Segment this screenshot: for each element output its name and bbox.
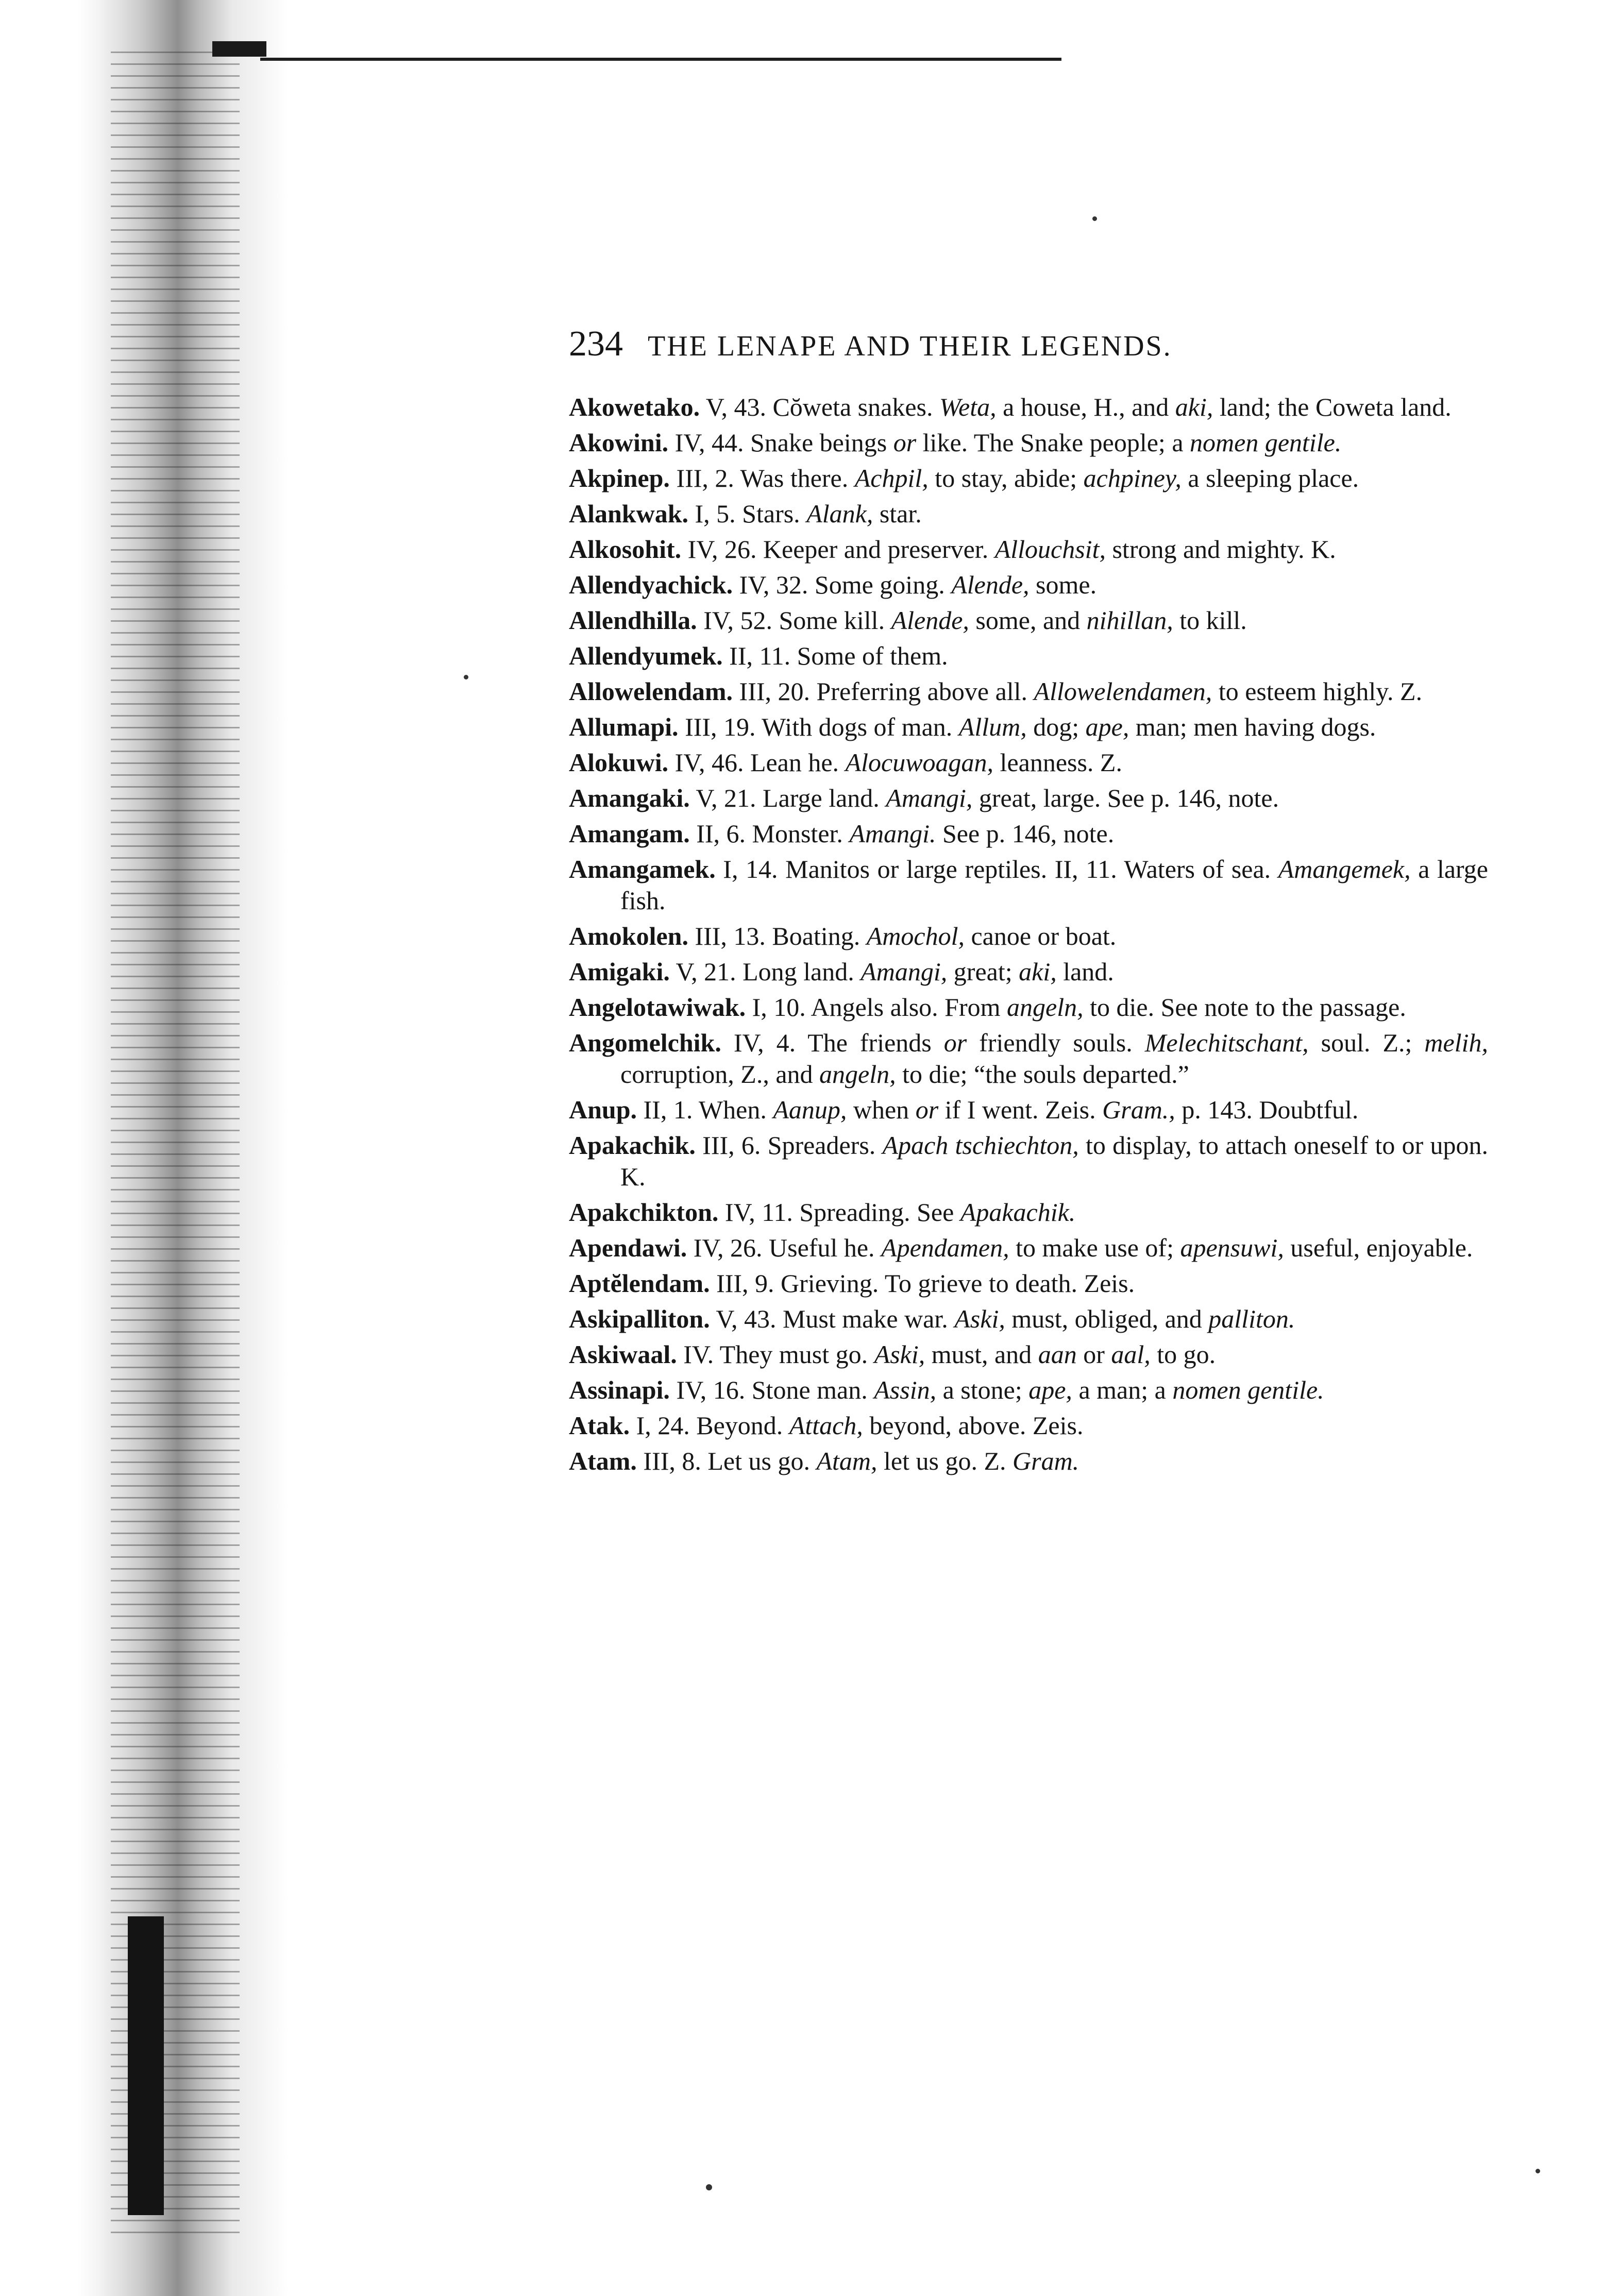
entry-text: IV, 46. Lean he. [668,748,846,777]
entry-text: IV, 26. Keeper and preserver. [681,535,995,564]
entry-text: IV, 11. Spreading. See [718,1198,960,1227]
entry-text: V, 21. Long land. [669,957,861,986]
entry-italic-text: nomen gentile. [1172,1375,1324,1404]
entry-headword: Assinapi. [569,1375,670,1404]
spine-dark-mark-top [212,41,266,57]
entry-text: must, and [925,1340,1038,1369]
entry-text: let us go. Z. [877,1447,1013,1475]
top-rule-line [260,58,1061,61]
entry-text: to kill. [1173,606,1247,635]
entry-italic-text: Gram., [1102,1095,1175,1124]
glossary-entry [569,534,1488,565]
entry-headword: Akowetako. [569,393,700,421]
entry-headword: Angomelchik. [569,1028,721,1057]
entry-text: III, 13. Boating. [688,922,867,950]
entry-text: leanness. Z. [993,748,1122,777]
entry-text: dog; [1026,712,1086,741]
entry-italic-text: Gram. [1013,1447,1079,1475]
glossary-entry [569,1094,1488,1126]
entry-text: to go. [1150,1340,1216,1369]
entry-italic-text: Attach, [789,1411,863,1440]
entry-italic-text: or [915,1095,939,1124]
entry-text: I, 14. Manitos or large reptiles. II, 11. Waters of sea. [715,855,1278,883]
entry-italic-text: Weta, [939,393,997,421]
entry-text: II, 6. Monster. [689,819,850,848]
entry-text: useful, enjoyable. [1284,1233,1473,1262]
entry-text: to esteem highly. Z. [1212,677,1423,706]
entry-text: beyond, above. Zeis. [863,1411,1084,1440]
entry-text: IV, 52. Some kill. [697,606,891,635]
entry-text: See p. 146, note. [936,819,1115,848]
glossary-entry [569,1303,1488,1335]
entry-text: canoe or boat. [964,922,1117,950]
entry-italic-text: Allouchsit, [994,535,1106,564]
glossary-entry [569,783,1488,814]
entry-italic-text: Achpil, [854,464,929,492]
entry-text: III, 19. With dogs of man. [678,712,959,741]
glossary-entries [569,392,1488,1481]
entry-text: star. [873,499,922,528]
entry-headword: Amangam. [569,819,690,848]
glossary-entry [569,711,1488,743]
entry-headword: Amigaki. [569,957,670,986]
entry-headword: Atak. [569,1411,630,1440]
entry-text: p. 143. Doubtful. [1175,1095,1359,1124]
entry-italic-text: Amochol, [866,922,965,950]
entry-text: must, obliged, and [1005,1304,1209,1333]
entry-text: to die. See note to the passage. [1083,993,1406,1022]
scan-speck [1535,2169,1540,2173]
entry-text: when [847,1095,916,1124]
glossary-entry [569,463,1488,494]
entry-text: IV, 16. Stone man. [669,1375,874,1404]
entry-headword: Anup. [569,1095,637,1124]
glossary-entry [569,747,1488,778]
entry-italic-text: Amangi, [886,784,973,812]
spine-dark-mark-bottom [128,1916,164,2215]
glossary-entry [569,498,1488,530]
entry-text: to display, to attach oneself to or upon. K. [620,1131,1488,1191]
scan-speck [464,675,468,679]
entry-text: a house, H., and [996,393,1175,421]
entry-italic-text: Alende, [891,606,969,635]
entry-text: a sleeping place. [1181,464,1359,492]
entry-headword: Akpinep. [569,464,670,492]
glossary-entry [569,1374,1488,1406]
glossary-entry [569,956,1488,988]
entry-italic-text: Alank, [806,499,873,528]
entry-italic-text: apensuwi, [1180,1233,1284,1262]
entry-text: V, 21. Large land. [689,784,886,812]
entry-italic-text: or [943,1028,967,1057]
entry-headword: Allendyachick. [569,570,733,599]
entry-headword: Allowelendam. [569,677,733,706]
entry-italic-text: angeln, [1007,993,1084,1022]
entry-italic-text: angeln, [819,1060,896,1089]
entry-text: corruption, Z., and [620,1060,820,1089]
entry-italic-text: Amangi, [860,957,948,986]
entry-text: IV, 44. Snake beings [668,428,893,457]
entry-italic-text: aki, [1019,957,1057,986]
entry-text: to make use of; [1009,1233,1180,1262]
entry-headword: Apendawi. [569,1233,687,1262]
entry-headword: Amokolen. [569,922,688,950]
entry-text: III, 9. Grieving. To grieve to death. Zeis. [710,1269,1135,1298]
entry-text: land; the Coweta land. [1213,393,1452,421]
entry-headword: Apakachik. [569,1131,696,1160]
entry-italic-text: Amangemek, [1278,855,1411,883]
entry-text: a man; a [1072,1375,1173,1404]
page-header [569,324,1486,364]
entry-text: some. [1029,570,1097,599]
glossary-entry [569,818,1488,849]
page-number: 234 [569,324,623,364]
entry-text: to die; “the souls departed.” [896,1060,1189,1089]
entry-italic-text: aan [1038,1340,1077,1369]
entry-text: IV, 4. The friends [721,1028,944,1057]
entry-headword: Alankwak. [569,499,689,528]
entry-text: a stone; [936,1375,1029,1404]
entry-text: or [1076,1340,1111,1369]
entry-italic-text: Apach tschiechton, [882,1131,1079,1160]
entry-headword: Amangaki. [569,784,690,812]
entry-headword: Aptĕlendam. [569,1269,710,1298]
glossary-entry [569,569,1488,601]
entry-text: IV. They must go. [677,1340,874,1369]
entry-headword: Askiwaal. [569,1340,677,1369]
glossary-entry [569,1027,1488,1090]
entry-headword: Apakchikton. [569,1198,719,1227]
glossary-entry [569,1197,1488,1228]
entry-text: III, 6. Spreaders. [695,1131,883,1160]
entry-text: man; men having dogs. [1129,712,1376,741]
glossary-entry [569,392,1488,423]
entry-text: soul. Z.; [1308,1028,1425,1057]
entry-italic-text: Apendamen, [881,1233,1009,1262]
entry-text: friendly souls. [967,1028,1145,1057]
scan-speck [1092,216,1097,221]
entry-headword: Alokuwi. [569,748,669,777]
glossary-entry [569,992,1488,1023]
glossary-entry [569,640,1488,672]
entry-italic-text: Aski, [874,1340,925,1369]
entry-italic-text: Allowelendamen, [1034,677,1212,706]
entry-text: V, 43. Cŏweta snakes. [700,393,939,421]
running-title: THE LENAPE AND THEIR LEGENDS. [648,330,1172,362]
entry-italic-text: nihillan, [1086,606,1173,635]
entry-headword: Angelotawiwak. [569,993,746,1022]
entry-italic-text: ape, [1028,1375,1072,1404]
glossary-entry [569,854,1488,916]
entry-text: II, 1. When. [637,1095,773,1124]
entry-text: strong and mighty. K. [1105,535,1336,564]
glossary-entry [569,1268,1488,1299]
entry-text: to stay, abide; [928,464,1084,492]
glossary-entry [569,1445,1488,1477]
entry-italic-text: melih, [1424,1028,1488,1057]
glossary-entry [569,605,1488,636]
entry-text: land. [1056,957,1114,986]
entry-italic-text: or [893,428,917,457]
entry-text: IV, 26. Useful he. [687,1233,882,1262]
glossary-entry [569,1339,1488,1370]
entry-italic-text: palliton. [1208,1304,1295,1333]
entry-italic-text: Aanup, [773,1095,847,1124]
entry-italic-text: Apakachik. [960,1198,1076,1227]
glossary-entry [569,676,1488,707]
entry-headword: Atam. [569,1447,637,1475]
glossary-entry [569,427,1488,458]
entry-text: if I went. Zeis. [938,1095,1103,1124]
entry-italic-text: ape, [1085,712,1129,741]
glossary-entry [569,1232,1488,1264]
entry-italic-text: Amangi. [849,819,936,848]
glossary-entry [569,921,1488,952]
entry-italic-text: Alende, [951,570,1030,599]
entry-italic-text: aki, [1175,393,1213,421]
entry-text: a large fish. [620,855,1488,915]
entry-text: II, 11. Some of them. [722,641,948,670]
entry-text: some, and [969,606,1087,635]
entry-text: I, 5. Stars. [688,499,807,528]
glossary-entry [569,1410,1488,1441]
entry-headword: Allendhilla. [569,606,697,635]
entry-text: I, 24. Beyond. [630,1411,789,1440]
entry-italic-text: Alocuwoagan, [845,748,994,777]
entry-italic-text: Atam, [816,1447,878,1475]
glossary-entry [569,1130,1488,1193]
entry-italic-text: aal, [1111,1340,1151,1369]
entry-text: V, 43. Must make war. [710,1304,955,1333]
entry-italic-text: Allum, [958,712,1027,741]
entry-text: I, 10. Angels also. From [746,993,1007,1022]
entry-headword: Askipalliton. [569,1304,710,1333]
entry-text: great; [947,957,1019,986]
entry-headword: Akowini. [569,428,669,457]
entry-italic-text: achpiney, [1083,464,1182,492]
entry-text: IV, 32. Some going. [733,570,952,599]
entry-italic-text: nomen gentile. [1190,428,1342,457]
entry-italic-text: Melechitschant, [1144,1028,1309,1057]
entry-text: III, 2. Was there. [669,464,855,492]
entry-headword: Allendyumek. [569,641,723,670]
entry-text: III, 20. Preferring above all. [733,677,1034,706]
entry-headword: Allumapi. [569,712,679,741]
entry-text: like. The Snake people; a [916,428,1190,457]
entry-headword: Alkosohit. [569,535,682,564]
entry-italic-text: Assin, [874,1375,937,1404]
entry-headword: Amangamek. [569,855,716,883]
entry-text: great, large. See p. 146, note. [972,784,1279,812]
entry-italic-text: Aski, [954,1304,1005,1333]
entry-text: III, 8. Let us go. [636,1447,817,1475]
scan-speck [706,2184,712,2190]
